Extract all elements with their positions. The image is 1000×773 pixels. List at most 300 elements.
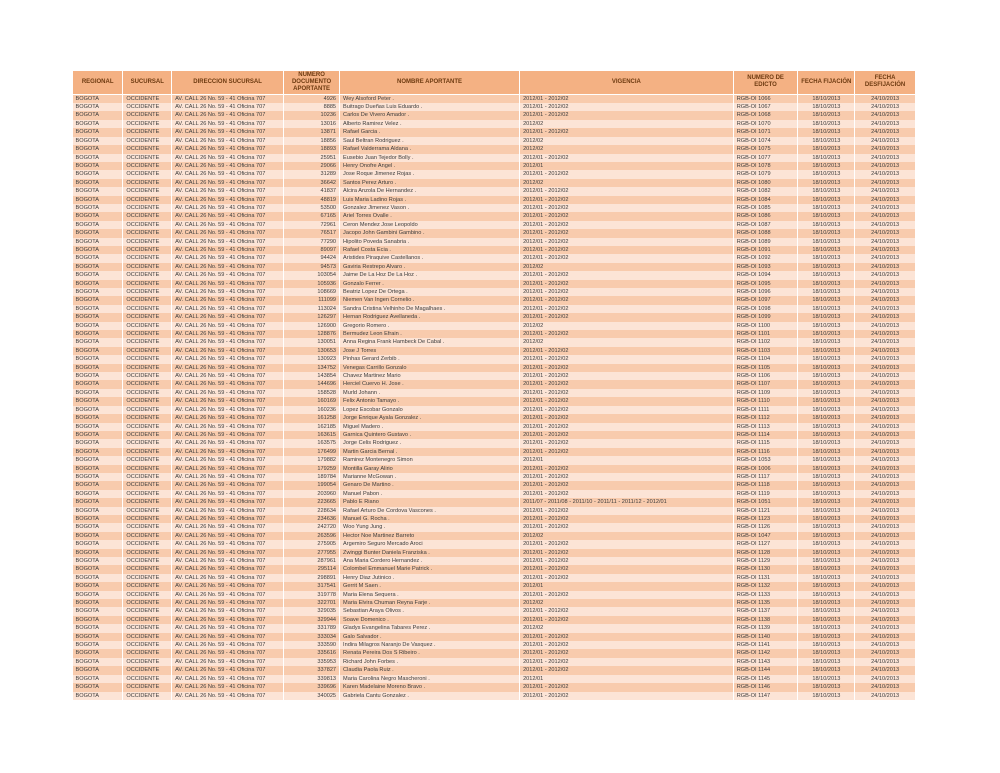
cell-desfijacion: 24/10/2013 [855, 170, 916, 178]
cell-edicto: RGB-OI 1068 [733, 111, 798, 119]
cell-fijacion: 18/10/2013 [798, 137, 855, 145]
cell-nombre: Gabriela Cantu Gonzalez . [340, 692, 520, 700]
table-row [73, 641, 916, 649]
cell-direccion: AV. CALL 26 No. 59 - 41 Oficina 707 [172, 582, 284, 590]
cell-fijacion: 18/10/2013 [798, 448, 855, 456]
cell-sucursal: OCCIDENTE [123, 473, 172, 481]
cell-regional: BOGOTA [73, 170, 123, 178]
cell-sucursal: OCCIDENTE [123, 347, 172, 355]
cell-desfijacion: 24/10/2013 [855, 633, 916, 641]
cell-direccion: AV. CALL 26 No. 59 - 41 Oficina 707 [172, 683, 284, 691]
cell-direccion: AV. CALL 26 No. 59 - 41 Oficina 707 [172, 94, 284, 103]
cell-doc: 130923 [284, 355, 340, 363]
table-row [73, 313, 916, 321]
cell-regional: BOGOTA [73, 649, 123, 657]
cell-vigencia: 2012/01 - 2012/02 [520, 397, 734, 405]
cell-vigencia: 2012/01 - 2012/02 [520, 187, 734, 195]
cell-nombre: Rafael Garcia . [340, 128, 520, 136]
cell-sucursal: OCCIDENTE [123, 515, 172, 523]
cell-sucursal: OCCIDENTE [123, 557, 172, 565]
cell-desfijacion: 24/10/2013 [855, 582, 916, 590]
cell-regional: BOGOTA [73, 658, 123, 666]
cell-regional: BOGOTA [73, 296, 123, 304]
table-row [73, 599, 916, 607]
cell-edicto: RGB-OI 1066 [733, 94, 798, 103]
cell-doc: 53500 [284, 204, 340, 212]
cell-edicto: RGB-OI 1133 [733, 591, 798, 599]
cell-direccion: AV. CALL 26 No. 59 - 41 Oficina 707 [172, 111, 284, 119]
cell-nombre: Gregorio Romero . [340, 322, 520, 330]
cell-desfijacion: 24/10/2013 [855, 641, 916, 649]
cell-sucursal: OCCIDENTE [123, 641, 172, 649]
cell-direccion: AV. CALL 26 No. 59 - 41 Oficina 707 [172, 591, 284, 599]
cell-fijacion: 18/10/2013 [798, 238, 855, 246]
cell-desfijacion: 24/10/2013 [855, 254, 916, 262]
cell-direccion: AV. CALL 26 No. 59 - 41 Oficina 707 [172, 288, 284, 296]
table-row [73, 675, 916, 683]
cell-nombre: Marianne McGowan . [340, 473, 520, 481]
cell-edicto: RGB-OI 1053 [733, 456, 798, 464]
cell-fijacion: 18/10/2013 [798, 154, 855, 162]
cell-direccion: AV. CALL 26 No. 59 - 41 Oficina 707 [172, 616, 284, 624]
cell-fijacion: 18/10/2013 [798, 322, 855, 330]
cell-fijacion: 18/10/2013 [798, 515, 855, 523]
cell-edicto: RGB-OI 1126 [733, 523, 798, 531]
cell-doc: 317541 [284, 582, 340, 590]
cell-desfijacion: 24/10/2013 [855, 431, 916, 439]
cell-edicto: RGB-OI 1079 [733, 170, 798, 178]
cell-fijacion: 18/10/2013 [798, 439, 855, 447]
cell-sucursal: OCCIDENTE [123, 523, 172, 531]
cell-desfijacion: 24/10/2013 [855, 523, 916, 531]
cell-fijacion: 18/10/2013 [798, 296, 855, 304]
cell-direccion: AV. CALL 26 No. 59 - 41 Oficina 707 [172, 431, 284, 439]
cell-direccion: AV. CALL 26 No. 59 - 41 Oficina 707 [172, 179, 284, 187]
cell-nombre: Jaime De La Hoz De La Hoz . [340, 271, 520, 279]
cell-desfijacion: 24/10/2013 [855, 498, 916, 506]
cell-fijacion: 18/10/2013 [798, 633, 855, 641]
cell-vigencia: 2012/01 - 2012/02 [520, 364, 734, 372]
cell-sucursal: OCCIDENTE [123, 305, 172, 313]
cell-edicto: RGB-OI 1097 [733, 296, 798, 304]
cell-sucursal: OCCIDENTE [123, 162, 172, 170]
cell-vigencia: 2012/01 - 2012/02 [520, 271, 734, 279]
cell-vigencia: 2012/01 - 2012/02 [520, 507, 734, 515]
cell-vigencia: 2012/01 - 2012/02 [520, 666, 734, 674]
cell-sucursal: OCCIDENTE [123, 238, 172, 246]
cell-fijacion: 18/10/2013 [798, 263, 855, 271]
cell-sucursal: OCCIDENTE [123, 120, 172, 128]
cell-edicto: RGB-OI 1106 [733, 372, 798, 380]
table-row [73, 624, 916, 632]
table-row [73, 607, 916, 615]
cell-regional: BOGOTA [73, 221, 123, 229]
cell-edicto: RGB-OI 1127 [733, 540, 798, 548]
cell-vigencia: 2012/01 - 2012/02 [520, 481, 734, 489]
cell-fijacion: 18/10/2013 [798, 179, 855, 187]
table-row [73, 170, 916, 178]
cell-edicto: RGB-OI 1140 [733, 633, 798, 641]
cell-sucursal: OCCIDENTE [123, 540, 172, 548]
cell-desfijacion: 24/10/2013 [855, 380, 916, 388]
cell-desfijacion: 24/10/2013 [855, 154, 916, 162]
cell-vigencia: 2012/02 [520, 179, 734, 187]
cell-doc: 263596 [284, 532, 340, 540]
cell-doc: 163615 [284, 431, 340, 439]
cell-edicto: RGB-OI 1098 [733, 305, 798, 313]
column-header-regional: REGIONAL [73, 71, 123, 95]
cell-doc: 234636 [284, 515, 340, 523]
cell-doc: 89097 [284, 246, 340, 254]
cell-direccion: AV. CALL 26 No. 59 - 41 Oficina 707 [172, 280, 284, 288]
cell-doc: 144696 [284, 380, 340, 388]
cell-regional: BOGOTA [73, 187, 123, 195]
cell-doc: 4926 [284, 94, 340, 103]
table-row [73, 616, 916, 624]
cell-direccion: AV. CALL 26 No. 59 - 41 Oficina 707 [172, 254, 284, 262]
cell-sucursal: OCCIDENTE [123, 423, 172, 431]
table-row [73, 94, 916, 103]
cell-regional: BOGOTA [73, 305, 123, 313]
cell-regional: BOGOTA [73, 465, 123, 473]
cell-fijacion: 18/10/2013 [798, 557, 855, 565]
table-row [73, 515, 916, 523]
cell-sucursal: OCCIDENTE [123, 128, 172, 136]
cell-sucursal: OCCIDENTE [123, 574, 172, 582]
column-header-edicto: NUMERO DE EDICTO [733, 71, 798, 95]
cell-regional: BOGOTA [73, 498, 123, 506]
cell-edicto: RGB-OI 1091 [733, 246, 798, 254]
cell-direccion: AV. CALL 26 No. 59 - 41 Oficina 707 [172, 187, 284, 195]
cell-regional: BOGOTA [73, 692, 123, 700]
cell-edicto: RGB-OI 1132 [733, 582, 798, 590]
cell-sucursal: OCCIDENTE [123, 692, 172, 700]
cell-regional: BOGOTA [73, 565, 123, 573]
cell-edicto: RGB-OI 1088 [733, 229, 798, 237]
cell-doc: 277955 [284, 549, 340, 557]
cell-fijacion: 18/10/2013 [798, 481, 855, 489]
cell-desfijacion: 24/10/2013 [855, 456, 916, 464]
cell-doc: 31289 [284, 170, 340, 178]
cell-regional: BOGOTA [73, 246, 123, 254]
cell-edicto: RGB-OI 1146 [733, 683, 798, 691]
cell-regional: BOGOTA [73, 448, 123, 456]
cell-sucursal: OCCIDENTE [123, 465, 172, 473]
table-row [73, 162, 916, 170]
cell-doc: 113024 [284, 305, 340, 313]
cell-fijacion: 18/10/2013 [798, 254, 855, 262]
cell-edicto: RGB-OI 1117 [733, 473, 798, 481]
cell-regional: BOGOTA [73, 212, 123, 220]
cell-desfijacion: 24/10/2013 [855, 305, 916, 313]
cell-edicto: RGB-OI 1141 [733, 641, 798, 649]
cell-direccion: AV. CALL 26 No. 59 - 41 Oficina 707 [172, 120, 284, 128]
cell-edicto: RGB-OI 1112 [733, 414, 798, 422]
cell-direccion: AV. CALL 26 No. 59 - 41 Oficina 707 [172, 557, 284, 565]
cell-vigencia: 2012/01 - 2012/02 [520, 347, 734, 355]
cell-sucursal: OCCIDENTE [123, 154, 172, 162]
cell-nombre: Anna Regina Frank Hambeck De Cabal . [340, 338, 520, 346]
cell-desfijacion: 24/10/2013 [855, 692, 916, 700]
cell-vigencia: 2012/01 - 2012/02 [520, 288, 734, 296]
cell-vigencia: 2012/01 - 2012/02 [520, 574, 734, 582]
cell-sucursal: OCCIDENTE [123, 380, 172, 388]
cell-edicto: RGB-OI 1101 [733, 330, 798, 338]
table-row [73, 389, 916, 397]
cell-fijacion: 18/10/2013 [798, 616, 855, 624]
cell-edicto: RGB-OI 1089 [733, 238, 798, 246]
cell-edicto: RGB-OI 1047 [733, 532, 798, 540]
cell-direccion: AV. CALL 26 No. 59 - 41 Oficina 707 [172, 296, 284, 304]
cell-sucursal: OCCIDENTE [123, 406, 172, 414]
table-row [73, 465, 916, 473]
cell-desfijacion: 24/10/2013 [855, 465, 916, 473]
cell-desfijacion: 24/10/2013 [855, 372, 916, 380]
cell-sucursal: OCCIDENTE [123, 481, 172, 489]
cell-nombre: Soave Domenico . [340, 616, 520, 624]
table-row [73, 187, 916, 195]
cell-nombre: Genaro De Martino . [340, 481, 520, 489]
cell-nombre: Ceron Mendez Jose Leopoldo [340, 221, 520, 229]
column-header-vigencia: VIGENCIA [520, 71, 734, 95]
cell-fijacion: 18/10/2013 [798, 204, 855, 212]
cell-fijacion: 18/10/2013 [798, 406, 855, 414]
cell-sucursal: OCCIDENTE [123, 187, 172, 195]
cell-nombre: Zwinggi Bunter Daniela Franziska . [340, 549, 520, 557]
cell-nombre: Maria Carolina Negro Mascheroni . [340, 675, 520, 683]
cell-fijacion: 18/10/2013 [798, 423, 855, 431]
table-row [73, 448, 916, 456]
cell-desfijacion: 24/10/2013 [855, 330, 916, 338]
table-row [73, 111, 916, 119]
cell-edicto: RGB-OI 1092 [733, 254, 798, 262]
cell-regional: BOGOTA [73, 179, 123, 187]
cell-sucursal: OCCIDENTE [123, 313, 172, 321]
cell-regional: BOGOTA [73, 271, 123, 279]
table-row [73, 204, 916, 212]
cell-vigencia: 2012/01 - 2012/02 [520, 94, 734, 103]
cell-direccion: AV. CALL 26 No. 59 - 41 Oficina 707 [172, 246, 284, 254]
cell-sucursal: OCCIDENTE [123, 111, 172, 119]
cell-fijacion: 18/10/2013 [798, 523, 855, 531]
cell-vigencia: 2012/01 - 2012/02 [520, 633, 734, 641]
cell-sucursal: OCCIDENTE [123, 397, 172, 405]
edict-table-body [73, 94, 916, 700]
cell-nombre: Buitrago Dueñas Luis Eduardo . [340, 103, 520, 111]
table-row [73, 212, 916, 220]
cell-regional: BOGOTA [73, 666, 123, 674]
cell-direccion: AV. CALL 26 No. 59 - 41 Oficina 707 [172, 145, 284, 153]
cell-doc: 339696 [284, 683, 340, 691]
cell-sucursal: OCCIDENTE [123, 271, 172, 279]
cell-nombre: Gladys Evangelina Tabares Perez . [340, 624, 520, 632]
table-row [73, 406, 916, 414]
cell-doc: 130653 [284, 347, 340, 355]
table-row [73, 254, 916, 262]
cell-doc: 295114 [284, 565, 340, 573]
cell-nombre: Garnica Quintero Gustavo . [340, 431, 520, 439]
table-row [73, 229, 916, 237]
cell-doc: 158528 [284, 389, 340, 397]
cell-doc: 199054 [284, 481, 340, 489]
cell-nombre: Jorge Celis Rodriguez . [340, 439, 520, 447]
cell-sucursal: OCCIDENTE [123, 616, 172, 624]
cell-desfijacion: 24/10/2013 [855, 229, 916, 237]
cell-desfijacion: 24/10/2013 [855, 221, 916, 229]
cell-edicto: RGB-OI 1051 [733, 498, 798, 506]
cell-edicto: RGB-OI 1103 [733, 347, 798, 355]
cell-sucursal: OCCIDENTE [123, 221, 172, 229]
edict-table-header [73, 71, 916, 95]
cell-direccion: AV. CALL 26 No. 59 - 41 Oficina 707 [172, 397, 284, 405]
cell-direccion: AV. CALL 26 No. 59 - 41 Oficina 707 [172, 212, 284, 220]
cell-fijacion: 18/10/2013 [798, 162, 855, 170]
table-row [73, 574, 916, 582]
cell-desfijacion: 24/10/2013 [855, 557, 916, 565]
cell-nombre: Rafael Costa Ecia . [340, 246, 520, 254]
cell-sucursal: OCCIDENTE [123, 338, 172, 346]
edict-table [72, 70, 916, 700]
cell-sucursal: OCCIDENTE [123, 431, 172, 439]
cell-direccion: AV. CALL 26 No. 59 - 41 Oficina 707 [172, 599, 284, 607]
column-header-fijacion: FECHA FIJACIÓN [798, 71, 855, 95]
cell-nombre: Henry Diaz Jutinico . [340, 574, 520, 582]
cell-desfijacion: 24/10/2013 [855, 238, 916, 246]
cell-edicto: RGB-OI 1085 [733, 204, 798, 212]
cell-direccion: AV. CALL 26 No. 59 - 41 Oficina 707 [172, 347, 284, 355]
cell-direccion: AV. CALL 26 No. 59 - 41 Oficina 707 [172, 473, 284, 481]
cell-regional: BOGOTA [73, 683, 123, 691]
cell-desfijacion: 24/10/2013 [855, 103, 916, 111]
cell-vigencia: 2012/01 - 2012/02 [520, 465, 734, 473]
cell-doc: 223665 [284, 498, 340, 506]
cell-sucursal: OCCIDENTE [123, 549, 172, 557]
cell-edicto: RGB-OI 1105 [733, 364, 798, 372]
cell-nombre: Santos Perez Arturo . [340, 179, 520, 187]
cell-nombre: Eusebio Juan Tejedor Bolly . [340, 154, 520, 162]
cell-desfijacion: 24/10/2013 [855, 389, 916, 397]
cell-fijacion: 18/10/2013 [798, 229, 855, 237]
cell-doc: 162185 [284, 423, 340, 431]
cell-doc: 335953 [284, 658, 340, 666]
table-row [73, 540, 916, 548]
cell-nombre: Aristides Piraquive Castellanos . [340, 254, 520, 262]
cell-nombre: Colombel Emmanuel Marie Patrick . [340, 565, 520, 573]
table-row [73, 128, 916, 136]
table-row [73, 364, 916, 372]
column-header-sucursal: SUCURSAL [123, 71, 172, 95]
cell-desfijacion: 24/10/2013 [855, 607, 916, 615]
cell-sucursal: OCCIDENTE [123, 582, 172, 590]
cell-fijacion: 18/10/2013 [798, 599, 855, 607]
cell-fijacion: 18/10/2013 [798, 465, 855, 473]
cell-regional: BOGOTA [73, 591, 123, 599]
cell-direccion: AV. CALL 26 No. 59 - 41 Oficina 707 [172, 221, 284, 229]
cell-edicto: RGB-OI 1095 [733, 280, 798, 288]
cell-sucursal: OCCIDENTE [123, 246, 172, 254]
cell-desfijacion: 24/10/2013 [855, 414, 916, 422]
cell-edicto: RGB-OI 1109 [733, 389, 798, 397]
cell-vigencia: 2012/01 - 2012/02 [520, 414, 734, 422]
cell-vigencia: 2012/01 - 2012/02 [520, 212, 734, 220]
cell-fijacion: 18/10/2013 [798, 111, 855, 119]
cell-nombre: Niemen Van Ingen Cornelio . [340, 296, 520, 304]
cell-desfijacion: 24/10/2013 [855, 473, 916, 481]
cell-nombre: Felix Antonio Tamayo . [340, 397, 520, 405]
cell-vigencia: 2012/01 - 2012/02 [520, 649, 734, 657]
cell-doc: 160236 [284, 406, 340, 414]
cell-desfijacion: 24/10/2013 [855, 137, 916, 145]
cell-fijacion: 18/10/2013 [798, 94, 855, 103]
cell-sucursal: OCCIDENTE [123, 145, 172, 153]
cell-direccion: AV. CALL 26 No. 59 - 41 Oficina 707 [172, 322, 284, 330]
cell-fijacion: 18/10/2013 [798, 683, 855, 691]
cell-direccion: AV. CALL 26 No. 59 - 41 Oficina 707 [172, 423, 284, 431]
cell-direccion: AV. CALL 26 No. 59 - 41 Oficina 707 [172, 263, 284, 271]
cell-edicto: RGB-OI 1111 [733, 406, 798, 414]
cell-sucursal: OCCIDENTE [123, 170, 172, 178]
cell-fijacion: 18/10/2013 [798, 675, 855, 683]
cell-doc: 335616 [284, 649, 340, 657]
cell-doc: 48819 [284, 196, 340, 204]
cell-desfijacion: 24/10/2013 [855, 624, 916, 632]
cell-nombre: Martin Garcia Bernal . [340, 448, 520, 456]
table-row [73, 498, 916, 506]
cell-regional: BOGOTA [73, 481, 123, 489]
cell-sucursal: OCCIDENTE [123, 649, 172, 657]
cell-desfijacion: 24/10/2013 [855, 481, 916, 489]
cell-fijacion: 18/10/2013 [798, 280, 855, 288]
column-header-doc: NUMERO DOCUMENTO APORTANTE [284, 71, 340, 95]
table-row [73, 103, 916, 111]
cell-doc: 13871 [284, 128, 340, 136]
cell-doc: 77290 [284, 238, 340, 246]
cell-vigencia: 2012/01 - 2012/02 [520, 616, 734, 624]
cell-nombre: Pinhas Gerard Zerbib . [340, 355, 520, 363]
cell-sucursal: OCCIDENTE [123, 229, 172, 237]
cell-desfijacion: 24/10/2013 [855, 120, 916, 128]
cell-nombre: Jose J Torres [340, 347, 520, 355]
cell-nombre: Miguel Madero . [340, 423, 520, 431]
cell-sucursal: OCCIDENTE [123, 372, 172, 380]
cell-vigencia: 2012/01 [520, 162, 734, 170]
cell-fijacion: 18/10/2013 [798, 364, 855, 372]
cell-nombre: Beatriz Lopez De Ortega . [340, 288, 520, 296]
cell-regional: BOGOTA [73, 238, 123, 246]
cell-doc: 203960 [284, 490, 340, 498]
cell-doc: 176499 [284, 448, 340, 456]
cell-vigencia: 2012/01 - 2012/02 [520, 229, 734, 237]
table-row [73, 271, 916, 279]
column-header-desfijacion: FECHA DESFIJACIÓN [855, 71, 916, 95]
cell-regional: BOGOTA [73, 532, 123, 540]
cell-nombre: Hernan Rodriguez Avellaneda . [340, 313, 520, 321]
cell-sucursal: OCCIDENTE [123, 137, 172, 145]
cell-direccion: AV. CALL 26 No. 59 - 41 Oficina 707 [172, 515, 284, 523]
cell-nombre: Sandra Cristina Velhinho De Magalhaes . [340, 305, 520, 313]
cell-edicto: RGB-OI 1145 [733, 675, 798, 683]
cell-direccion: AV. CALL 26 No. 59 - 41 Oficina 707 [172, 380, 284, 388]
cell-vigencia: 2012/02 [520, 624, 734, 632]
cell-direccion: AV. CALL 26 No. 59 - 41 Oficina 707 [172, 439, 284, 447]
cell-desfijacion: 24/10/2013 [855, 111, 916, 119]
cell-nombre: Chavez Martinez Mario [340, 372, 520, 380]
cell-vigencia: 2012/02 [520, 338, 734, 346]
cell-nombre: Woo Yung Jung . [340, 523, 520, 531]
cell-direccion: AV. CALL 26 No. 59 - 41 Oficina 707 [172, 204, 284, 212]
cell-fijacion: 18/10/2013 [798, 271, 855, 279]
table-row [73, 154, 916, 162]
